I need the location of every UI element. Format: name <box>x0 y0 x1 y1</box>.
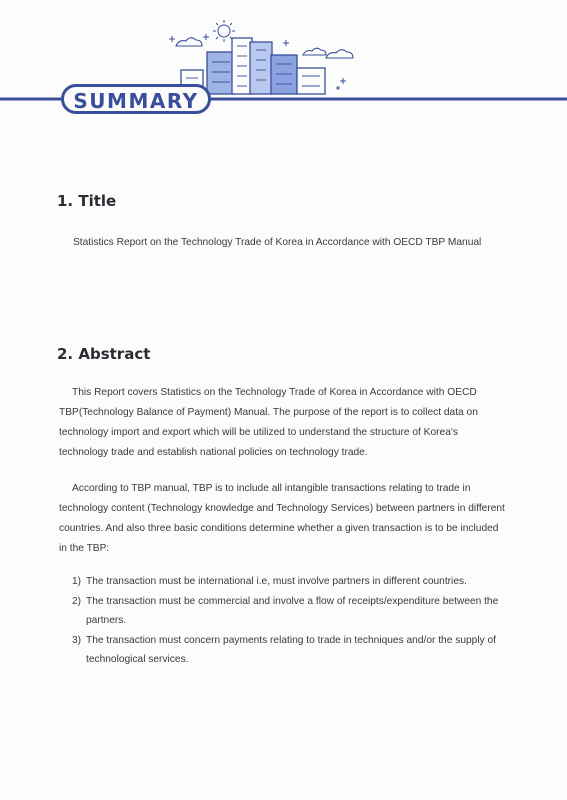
condition-item <box>72 572 512 592</box>
condition-item <box>72 631 512 670</box>
abstract-paragraph-1: This Report covers Statistics on the Technology Trade of Korea in Accordance with OECD TBP(Technology Balance of Payment) Manual. The purpose of the report is to collect data on technology import and export which will be utilized to understand the structure of Korea's technology trade and establish national policies on technology trade. <box>59 387 478 458</box>
condition-text: The transaction must be international i.e, must involve partners in different countries. <box>86 576 467 587</box>
summary-badge-label: SUMMARY <box>73 89 199 113</box>
abstract-paragraph-2: According to TBP manual, TBP is to include all intangible transactions relating to trade in technology content (Technology knowledge and Technology Services) between partners in different countries. And also three basic conditions determine whether a given transaction is to be included in the TBP: <box>59 483 505 554</box>
summary-banner <box>0 0 567 130</box>
conditions-list <box>72 572 512 670</box>
summary-badge <box>61 84 211 114</box>
condition-number: 1) <box>72 576 82 587</box>
section-heading-abstract: 2. Abstract <box>57 345 151 363</box>
condition-number: 3) <box>72 634 82 646</box>
sun-icon <box>213 20 235 42</box>
condition-number: 2) <box>72 595 82 607</box>
section-heading-title: 1. Title <box>57 192 117 210</box>
condition-text: The transaction must concern payments relating to trade in techniques and/or the supply of technological services. <box>86 634 496 665</box>
condition-text: The transaction must be commercial and involve a flow of receipts/expenditure between the partners. <box>86 595 499 626</box>
condition-item <box>72 592 512 631</box>
title-text: Statistics Report on the Technology Trade of Korea in Accordance with OECD TBP Manual <box>73 237 482 248</box>
